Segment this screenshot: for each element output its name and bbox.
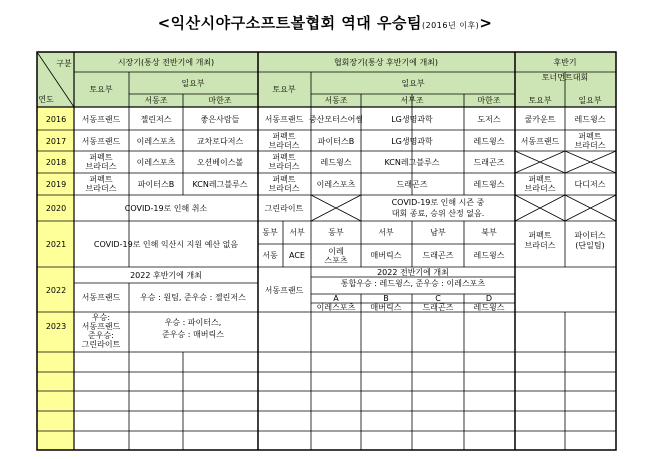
cell-2023-city-sun-2: 준우승 : 매버릭스 <box>162 330 224 339</box>
cell-2023-city-sat-3: 준우승: <box>88 331 114 340</box>
cell-2021-head-west2: 서부 <box>378 228 394 237</box>
cell-2019-tourney-sat-2: 브라더스 <box>524 184 556 193</box>
assoc-sat-header: 토요부 <box>272 85 296 94</box>
year-2018: 2018 <box>45 158 67 167</box>
year-2023: 2023 <box>45 322 67 331</box>
cell-2018-city-sat-1: 퍼펙트 <box>89 153 113 162</box>
cell-2021-head-west: 서부 <box>289 228 305 237</box>
cell-2020-city-note: COVID-19로 인해 취소 <box>124 204 208 213</box>
cell-2019-city-sat-2: 브라더스 <box>85 184 117 193</box>
body-texts <box>46 114 606 349</box>
cell-2018-assoc-mid: KCN레그블루스 <box>384 158 440 167</box>
cell-2020-assoc-note-1: COVID-19로 인해 시즌 중 <box>391 198 485 207</box>
cell-2023-city-sat-1: 우승: <box>91 313 111 322</box>
cell-2017-city-east: 이레스포츠 <box>136 137 176 146</box>
cell-2022-winner-d: 레드윙스 <box>473 303 505 312</box>
cell-2018-assoc-east: 레드윙스 <box>320 158 352 167</box>
cell-2016-tourney-sat: 쿨카운트 <box>524 115 556 124</box>
cell-2019-assoc-sat-1: 퍼펙트 <box>272 175 296 184</box>
tourney-header: 토너먼트대회 <box>541 73 589 82</box>
city-sat-header: 토요부 <box>89 85 113 94</box>
cell-2022-group-a: A <box>333 294 339 303</box>
cell-2019-city-west: KCN레그블루스 <box>192 180 248 189</box>
cell-2016-assoc-mid: LG생명과학 <box>391 115 433 124</box>
cell-2019-city-east: 파이터스B <box>137 180 175 189</box>
cell-2017-tourney-sun-1: 퍼펙트 <box>578 132 602 141</box>
corner-bottom-label: 연도 <box>38 95 54 104</box>
cell-2023-city-sat-2: 서동프랜드 <box>81 322 121 331</box>
cell-2022-group-b: B <box>383 294 389 303</box>
cell-2019-assoc-sat-2: 브라더스 <box>268 184 300 193</box>
cell-2017-tourney-sun-2: 브라더스 <box>574 141 606 150</box>
cell-2021-seodong: 서동 <box>262 251 278 260</box>
cell-2022-winner-a: 이레스포츠 <box>316 303 356 312</box>
cell-2019-assoc-west: 레드윙스 <box>473 180 505 189</box>
assoc-mid-header: 서부조 <box>400 96 424 105</box>
cell-2022-group-c: C <box>435 294 441 303</box>
assoc-header: 협회장기(통상 후반기에 개최) <box>333 58 439 67</box>
cell-2021-head-south: 남부 <box>430 228 446 237</box>
cell-2016-city-west: 좋은사람들 <box>200 115 240 124</box>
cell-2022-city-sat: 서동프랜드 <box>81 293 121 302</box>
cell-2022-assoc-sat: 서동프랜드 <box>264 286 304 295</box>
cell-2022-assoc-note: 2022 전반기에 개최 <box>377 268 449 277</box>
cell-2017-city-west: 교차로다저스 <box>196 137 244 146</box>
cell-2021-head-north: 북부 <box>481 228 497 237</box>
cell-2017-assoc-east: 파이터스B <box>317 137 355 146</box>
cell-2016-assoc-sat: 서동프랜드 <box>264 115 304 124</box>
cell-2021-redwings: 레드윙스 <box>473 251 505 260</box>
cell-2022-assoc-summary: 통합우승 : 레드윙스, 준우승 : 이레스포츠 <box>340 279 486 288</box>
cell-2021-head-east: 동부 <box>262 228 278 237</box>
cell-2017-assoc-west: 레드윙스 <box>473 137 505 146</box>
assoc-west-header: 마한조 <box>477 96 501 105</box>
cell-2022-winner-c: 드래곤즈 <box>422 303 454 312</box>
year-2021: 2021 <box>45 240 67 249</box>
cell-2018-assoc-west: 드래곤즈 <box>473 158 505 167</box>
cell-2021-tourney-sun-1: 파이터스 <box>574 231 606 240</box>
cell-2017-assoc-sat-1: 퍼펙트 <box>272 132 296 141</box>
tourney-sat-header: 토요부 <box>528 96 552 105</box>
cell-2018-assoc-sat-2: 브라더스 <box>268 162 300 171</box>
cell-2019-assoc-mid: 드래곤즈 <box>396 180 428 189</box>
cell-2019-tourney-sat-1: 퍼펙트 <box>528 175 552 184</box>
cell-2017-assoc-mid: LG생명과학 <box>391 137 433 146</box>
cell-2016-assoc-east: 중산모터스어썸 <box>308 115 364 124</box>
city-sun-header: 일요부 <box>181 79 205 88</box>
city-header: 시장기(통상 전반기에 개최) <box>117 58 215 67</box>
cell-2022-winner-b: 매버릭스 <box>370 303 402 312</box>
cell-2016-assoc-west: 도저스 <box>477 115 501 124</box>
cell-2021-tourney-sat-2: 브라더스 <box>524 241 556 250</box>
cell-2018-assoc-sat-1: 퍼펙트 <box>272 153 296 162</box>
cell-2018-city-west: 오션베이스볼 <box>196 158 244 167</box>
title-note: (2016년 이후) <box>421 21 480 30</box>
cell-2022-city-sun: 우승 : 원팀, 준우승 : 젤린저스 <box>140 293 246 302</box>
cell-2019-assoc-east: 이레스포츠 <box>316 180 356 189</box>
year-2017: 2017 <box>45 137 67 146</box>
cell-2023-city-sun-1: 우승 : 파이터스, <box>164 318 222 327</box>
year-2019: 2019 <box>45 180 67 189</box>
second-half-header: 후반기 <box>553 58 577 67</box>
cell-2017-tourney-sat: 서동프랜드 <box>520 137 560 146</box>
cell-2021-ace: ACE <box>289 251 305 260</box>
cell-2017-assoc-sat-2: 브라더스 <box>268 141 300 150</box>
cell-2021-tourney-sat-1: 퍼펙트 <box>528 231 552 240</box>
tourney-sun-header: 일요부 <box>578 96 602 105</box>
cell-2021-head-east2: 동부 <box>328 228 344 237</box>
cell-2018-city-east: 이레스포츠 <box>136 158 176 167</box>
cell-2022-group-d: D <box>485 294 493 303</box>
title-end: > <box>479 14 493 32</box>
cell-2018-city-sat-2: 브라더스 <box>85 162 117 171</box>
cell-2020-assoc-sat: 그린라이트 <box>264 204 304 213</box>
cell-2022-city-note: 2022 후반기에 개최 <box>130 271 202 280</box>
city-east-header: 서동조 <box>144 96 168 105</box>
cell-2021-tourney-sun-2: (단일팀) <box>575 241 605 250</box>
assoc-east-header: 서동조 <box>324 96 348 105</box>
cell-2021-dragons: 드래곤즈 <box>422 251 454 260</box>
cell-2021-ire-1: 이레 <box>328 247 344 256</box>
cell-2021-city-note: COVID-19로 인해 익산시 지원 예산 없음 <box>93 240 239 249</box>
cell-2016-city-east: 젤린저스 <box>140 115 172 124</box>
corner-top-label: 구분 <box>56 59 72 68</box>
cell-2016-city-sat: 서동프랜드 <box>81 115 121 124</box>
cell-2023-city-sat-4: 그린라이트 <box>81 340 121 349</box>
year-2022: 2022 <box>45 286 67 295</box>
grid-lines <box>37 52 616 450</box>
cell-2021-mavericks: 매버릭스 <box>370 251 402 260</box>
assoc-sun-header: 일요부 <box>401 79 425 88</box>
year-2020: 2020 <box>45 204 67 213</box>
cell-2021-ire-2: 스포츠 <box>324 256 348 265</box>
year-2016: 2016 <box>45 115 67 124</box>
cell-2017-city-sat: 서동프랜드 <box>81 137 121 146</box>
city-west-header: 마한조 <box>208 96 232 105</box>
cell-2019-city-sat-1: 퍼펙트 <box>89 175 113 184</box>
cell-2016-tourney-sun: 레드윙스 <box>574 115 606 124</box>
cell-2020-assoc-note-2: 대회 종료, 승위 산정 없음. <box>391 209 485 218</box>
title-main: <익산시야구소프트볼협회 역대 우승팀 <box>157 14 422 32</box>
cell-2019-tourney-sun: 다디저스 <box>574 180 606 189</box>
